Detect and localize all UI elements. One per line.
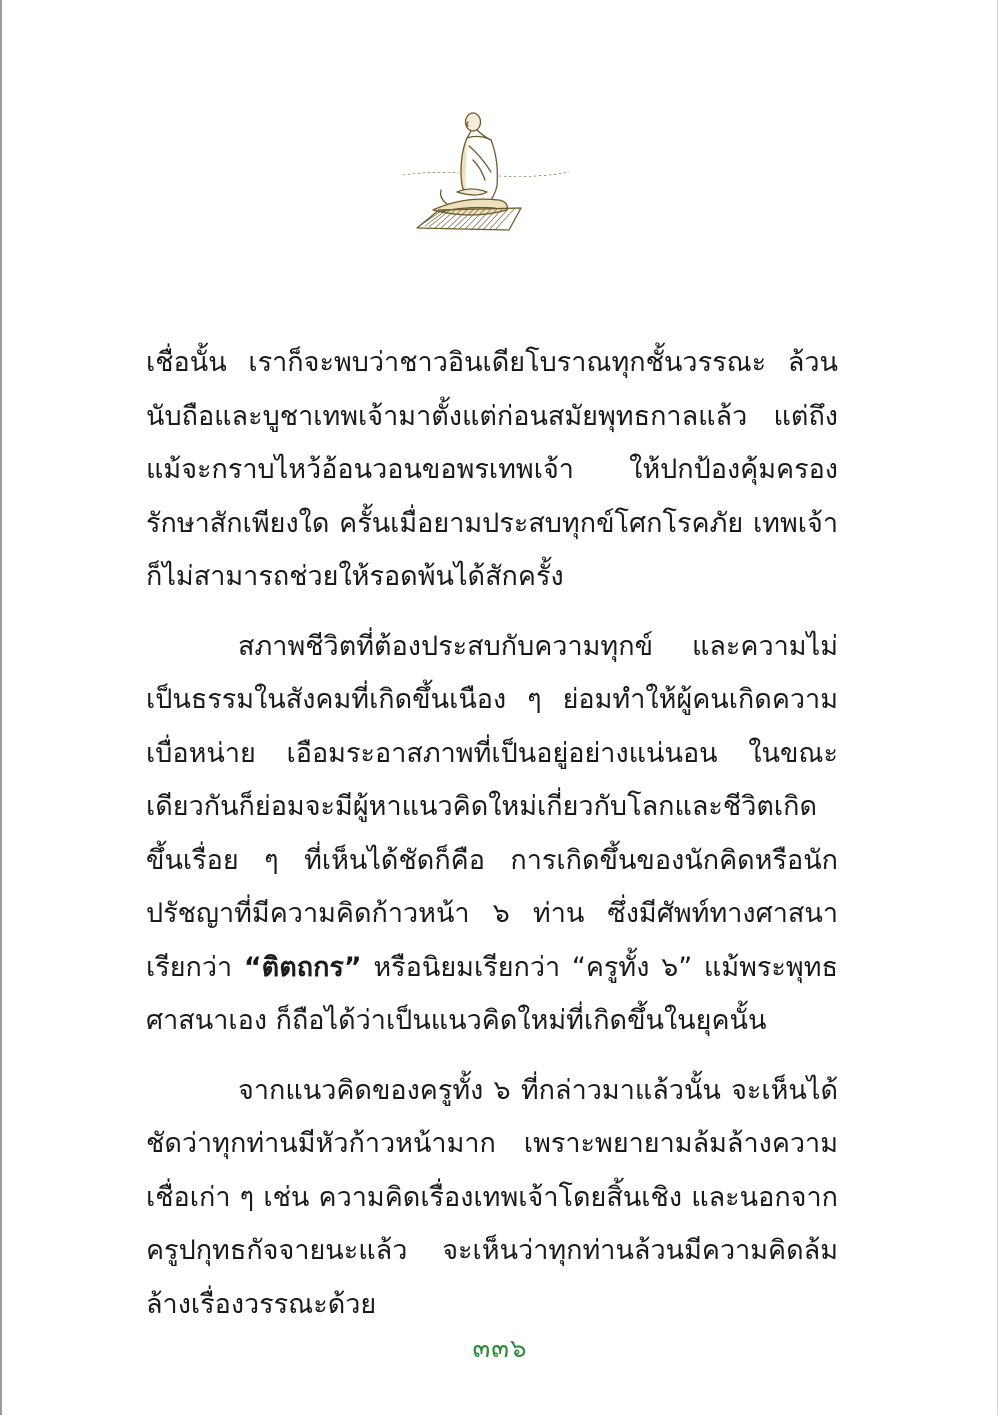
paragraph-2: [146, 620, 838, 1048]
seated-meditating-monk-icon: [395, 100, 595, 250]
body-text: [146, 336, 838, 1331]
paragraph-2-bold-term: “ติตถกร”: [243, 951, 362, 983]
paragraph-2-text-after: หรือนิยมเรียกว่า “ครูทั้ง ๖” แม้พระพุทธศาสนาเอง ก็ถือได้ว่าเป็นแนวคิดใหม่ที่เกิดขึ้นในยุคนั้น: [146, 951, 838, 1036]
paragraph-3: จากแนวคิดของครูทั้ง ๖ ที่กล่าวมาแล้วนั้น จะเห็นได้ชัดว่าทุกท่านมีหัวก้าวหน้ามาก เพราะพยายามล้มล้างความเชื่อเก่า ๆ เช่น ความคิดเรื่องเทพเจ้าโดยสิ้นเชิง และนอกจากครูปกุทธกัจจายนะแล้ว จะเห็นว่าทุกท่านล้วนมีความคิดล้มล้างเรื่องวรรณะด้วย: [146, 1074, 838, 1320]
page-number: ๓๓๖: [472, 1334, 528, 1364]
paragraph-1: เชื่อนั้น เราก็จะพบว่าชาวอินเดียโบราณทุกชั้นวรรณะ ล้วนนับถือและบูชาเทพเจ้ามาตั้งแต่ก่อนสมัยพุทธกาลแล้ว แต่ถึงแม้จะกราบไหว้อ้อนวอนขอพรเทพเจ้า ให้ปกป้องคุ้มครองรักษาสักเพียงใด ครั้นเมื่อยามประสบทุกข์โศกโรคภัย เทพเจ้าก็ไม่สามารถช่วยให้รอดพ้นได้สักครั้ง: [146, 347, 838, 592]
paragraph-2-text-before: สภาพชีวิตที่ต้องประสบกับความทุกข์ และความไม่เป็นธรรมในสังคมที่เกิดขึ้นเนือง ๆ ย่อมทำให้ผู้คนเกิดความเบื่อหน่าย เอือมระอาสภาพที่เป็นอยู่อย่างแน่นอน ในขณะเดียวกันก็ย่อมจะมีผู้หาแนวคิดใหม่เกี่ยวกับโลกและชีวิตเกิดขึ้นเรื่อย ๆ ที่เห็นได้ชัดก็คือ การเกิดขึ้นของนักคิดหรือนักปรัชญาที่มีความคิดก้าวหน้า ๖ ท่าน ซึ่งมีศัพท์ทางศาสนาเรียกว่า: [146, 630, 838, 983]
